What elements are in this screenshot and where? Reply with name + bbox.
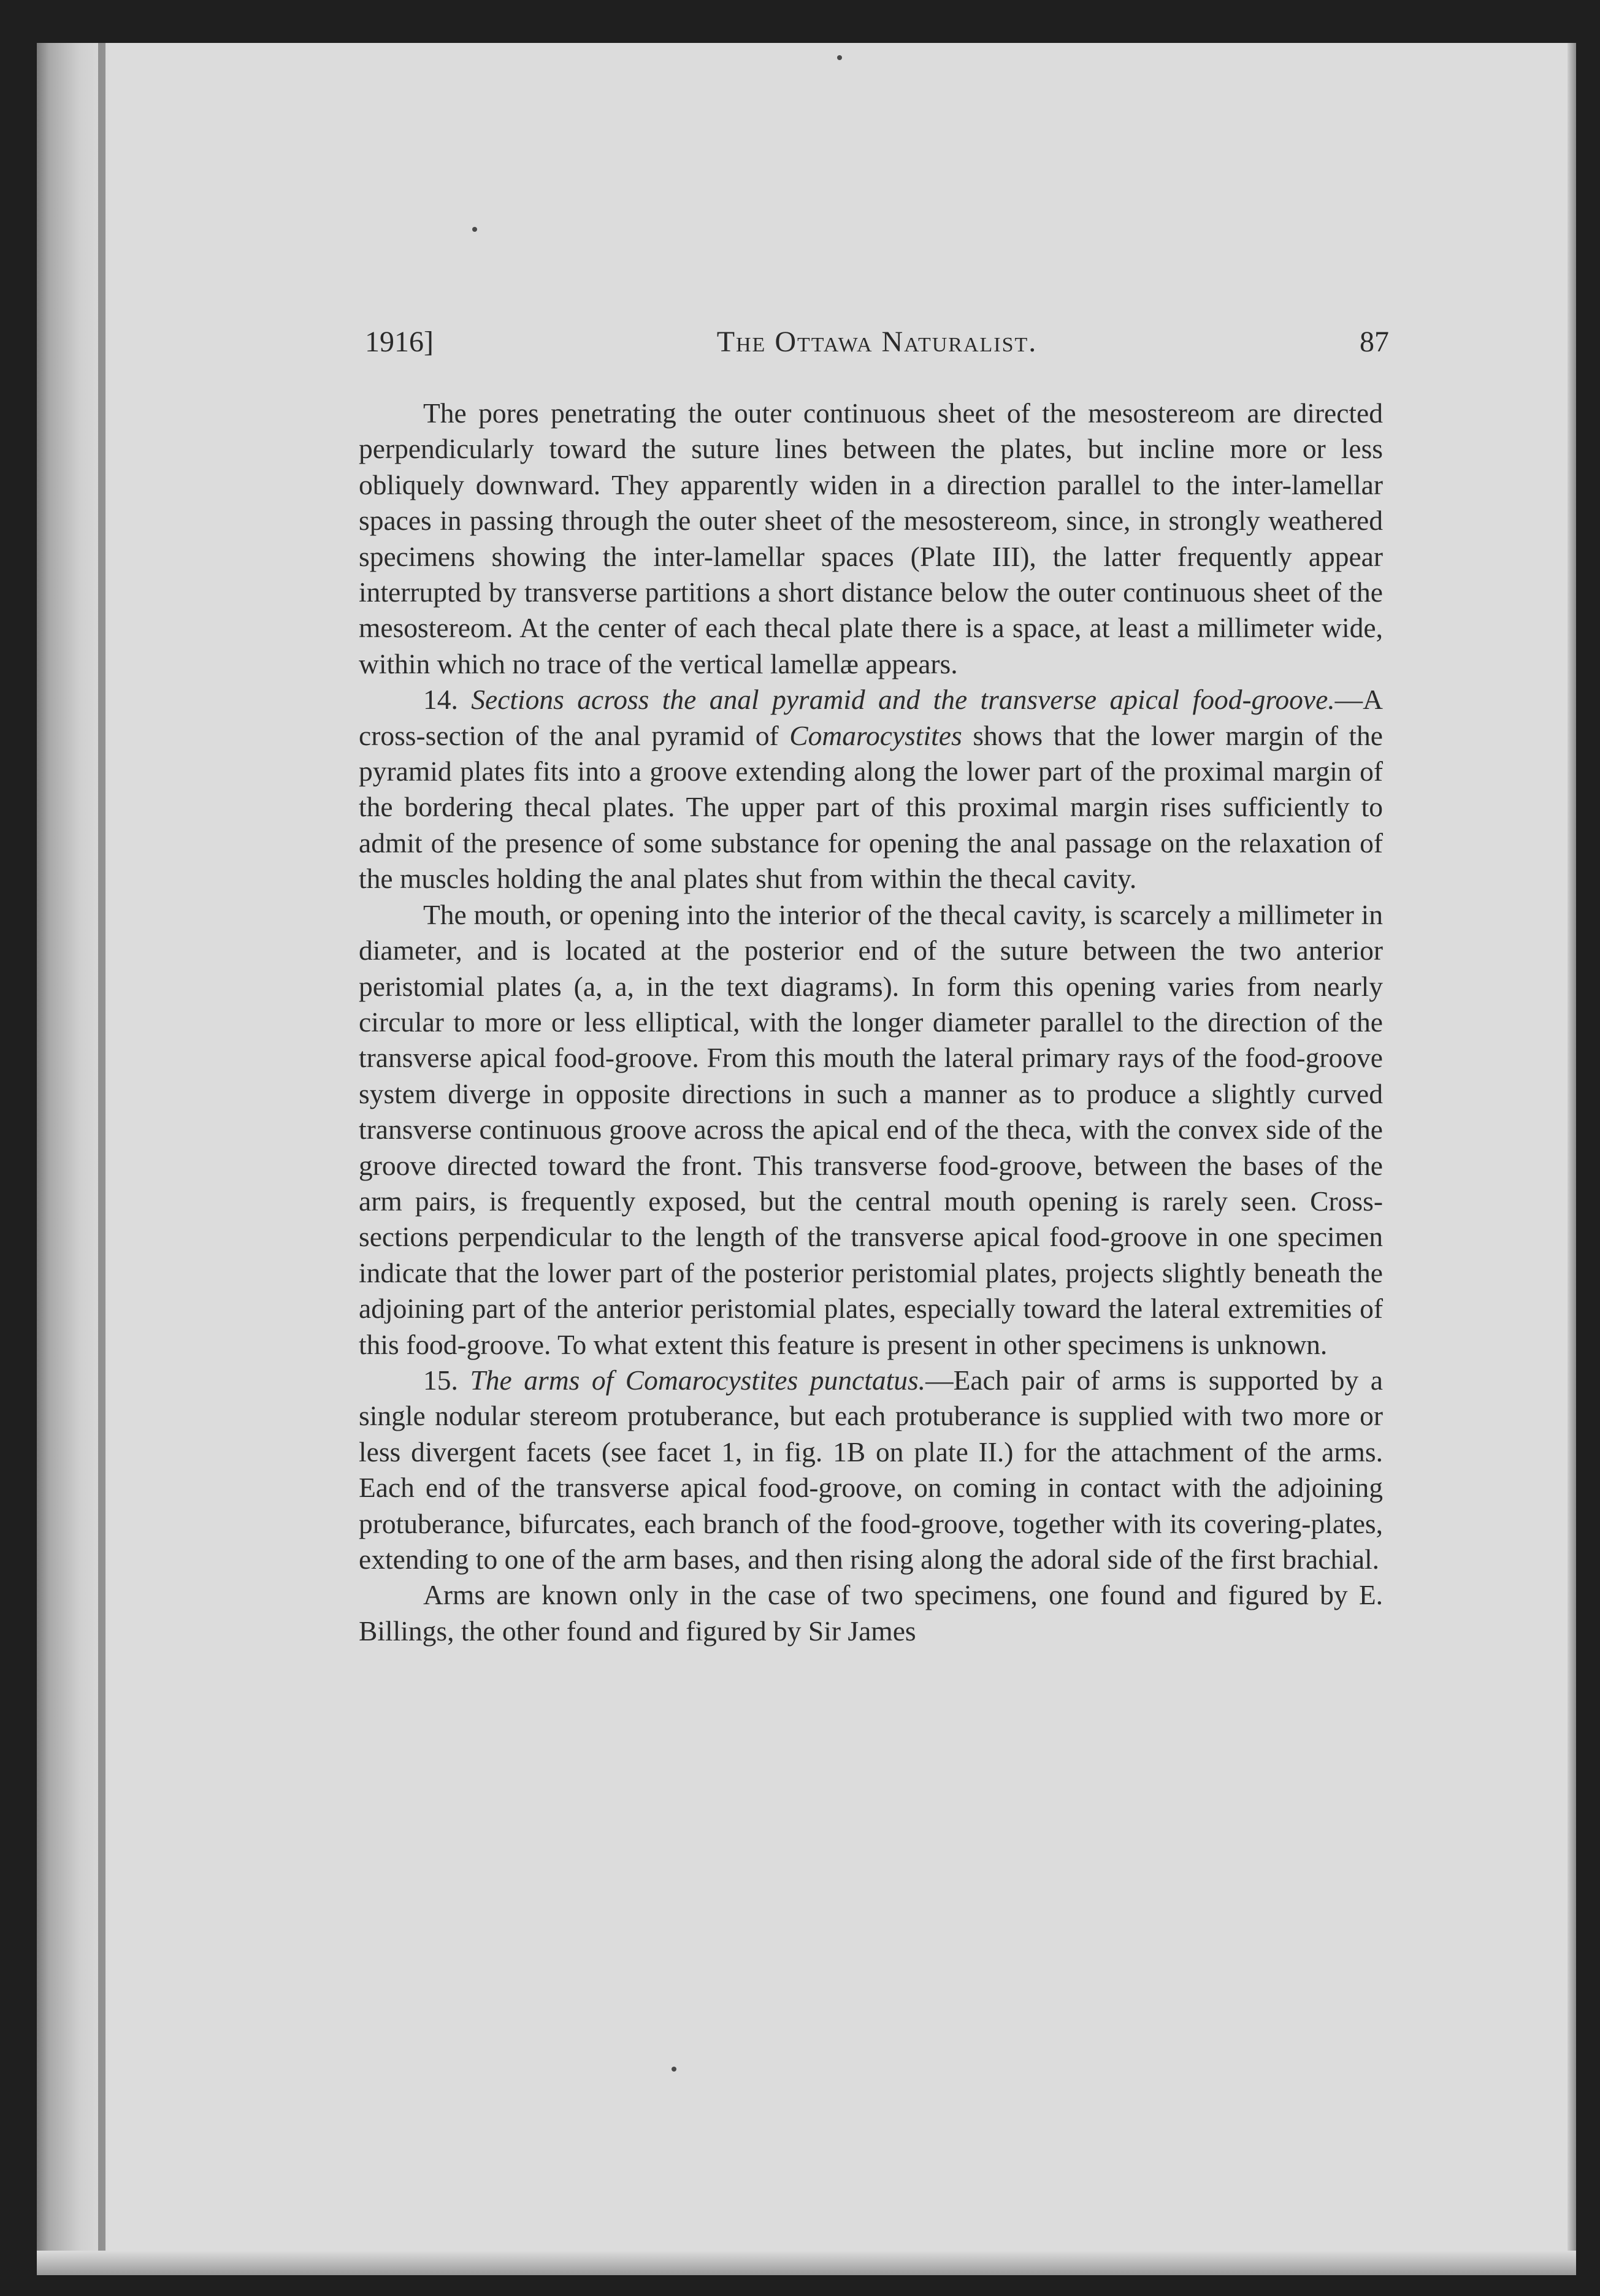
scan-speck: [672, 2067, 676, 2072]
section-heading: The arms of Comarocystites punctatus.: [470, 1364, 926, 1396]
header-year: 1916]: [365, 326, 434, 358]
paragraph-arms: Arms are known only in the case of two specimens, one found and figured by E. Billings, the other found and figured by Sir James: [359, 1579, 1383, 1647]
body-text: [359, 396, 1383, 1649]
paragraph-mouth: The mouth, or opening into the interior of the thecal cavity, is scarcely a millimeter in diameter, and is located at the posterior end of the suture between the two anterior peristomial plates (a, a, in the text diagrams). In form this opening varies from nearly circular to more or less elliptical, with the longer diameter parallel to the direction of the transverse apical food-groove. From this mouth the lateral primary rays of the food-groove system diverge in opposite directions in such a manner as to produce a slightly curved transverse continuous groove across the apical end of the theca, with the convex side of the groove directed toward the front. This transverse food-groove, between the bases of the arm pairs, is frequently exposed, but the central mouth opening is rarely seen. Cross-sections perpendicular to the length of the transverse apical food-groove in one specimen indicate that the lower part of the posterior peristomial plates, projects slightly beneath the adjoining part of the anterior peristomial plates, especially toward the lateral extremities of this food-groove. To what extent this feature is present in other specimens is unknown.: [359, 898, 1383, 1360]
paragraph-text: —A cross-section of the anal pyramid of: [359, 684, 1383, 751]
paragraph-section-15: [359, 1363, 1383, 1577]
genus-name: Comarocystites: [789, 719, 962, 751]
section-number: 15.: [423, 1364, 458, 1396]
paragraph-text: —Each pair of arms is supported by a single nodular stereom protuberance, but each protuberance is supplied with two more or less divergent facets (see facet 1, in fig. 1B on plate II.) for the attachment of the arms. Each end of the transverse apical food-groove, on coming in contact with the adjoining protuberance, bifurcates, each branch of the food-groove, together with its covering-plates, extending to one of the arm bases, and then rising along the adoral side of the first brachial.: [359, 1364, 1383, 1575]
running-header: [365, 325, 1389, 362]
scan-speck: [837, 55, 842, 60]
paragraph-section-14: [359, 682, 1383, 897]
scan-speck: [472, 227, 477, 232]
paragraph-text: shows that the lower margin of the pyramid plates fits into a groove extending along the lower part of the proximal margin of the bordering thecal plates. The upper part of this proximal margin rises sufficiently to admit of the presence of some substance for opening the anal passage on the relaxation of the muscles holding the anal plates shut from within the thecal cavity.: [359, 719, 1384, 895]
binding-edge: [98, 43, 105, 2275]
section-heading: Sections across the anal pyramid and the transverse apical food-groove.: [471, 684, 1335, 716]
page-right-edge: [1567, 43, 1576, 2275]
header-journal-title: The Ottawa Naturalist.: [716, 326, 1038, 358]
header-page-number: 87: [1360, 326, 1389, 358]
page-bottom-edge: [37, 2251, 1576, 2275]
paragraph-pores: The pores penetrating the outer continuous sheet of the mesostereom are directed perpendicularly toward the suture lines between the plates, but incline more or less obliquely downward. They apparently widen in a direction parallel to the inter-lamellar spaces in passing through the outer sheet of the mesostereom, since, in strongly weathered specimens showing the inter-lamellar spaces (Plate III), the latter frequently appear interrupted by transverse partitions a short distance below the outer continuous sheet of the mesostereom. At the center of each thecal plate there is a space, at least a millimeter wide, within which no trace of the vertical lamellæ appears.: [359, 397, 1383, 679]
section-number: 14.: [423, 684, 458, 716]
